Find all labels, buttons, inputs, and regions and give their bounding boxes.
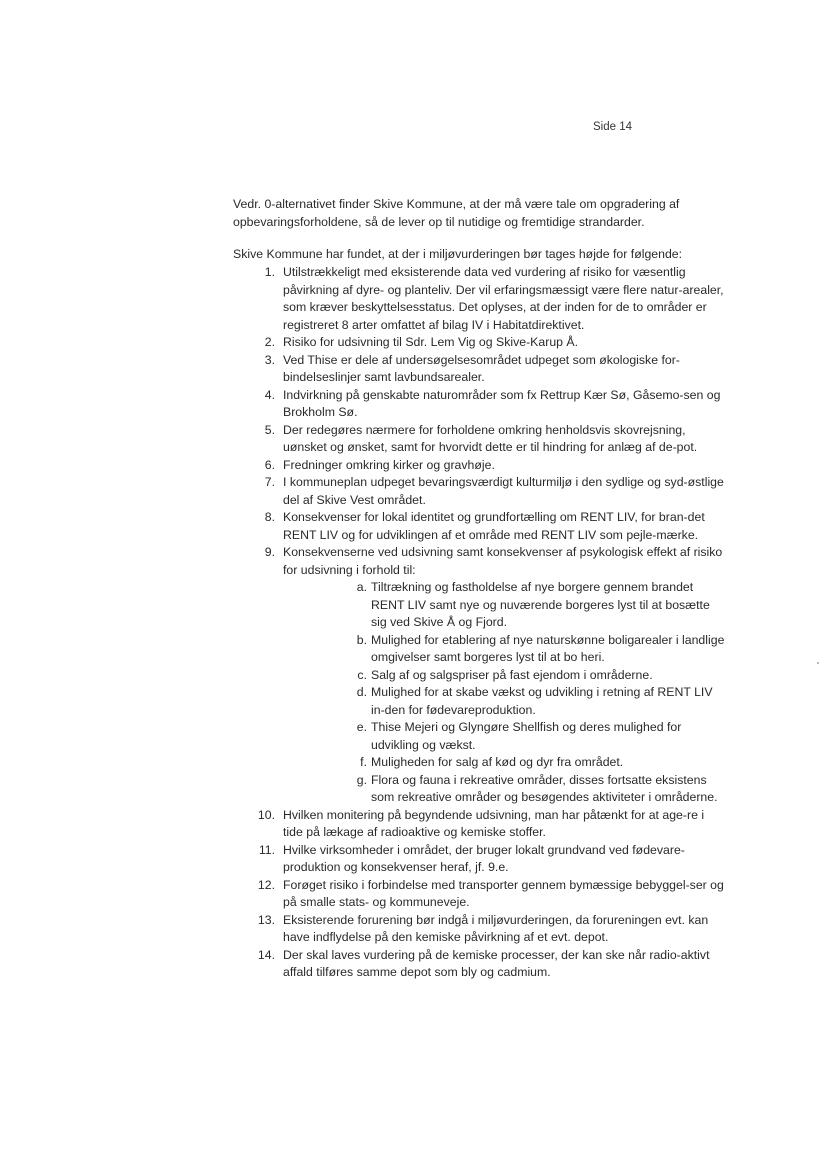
sub-item-letter: f.: [360, 755, 367, 769]
list-item-7: [233, 474, 725, 509]
sub-item-letter: b.: [356, 632, 367, 647]
item-number: 9.: [264, 545, 275, 559]
sub-item-letter: g.: [356, 772, 367, 787]
sub-item-text: Tiltrækning og fastholdelse af nye borgere gennem brandet RENT LIV samt nye og nuværende borgeres lyst til at bosætte sig ved Skive Å og Fjord.: [371, 580, 710, 629]
sub-item-f: [283, 754, 725, 772]
item-number: 11.: [258, 842, 275, 857]
sub-item-text: Thise Mejeri og Glyngøre Shellfish og deres mulighed for udvikling og vækst.: [371, 720, 682, 752]
list-item-6: [233, 457, 725, 475]
sub-item-text: Muligheden for salg af kød og dyr fra området.: [371, 755, 624, 769]
sub-item-letter: e.: [356, 720, 367, 734]
page-number: Side 14: [593, 121, 633, 133]
item-text: Der skal laves vurdering på de kemiske processer, der kan ske når radio-aktivt affald tilføres samme depot som bly og cadmium.: [283, 947, 710, 979]
sub-list: [283, 579, 725, 807]
item-number: 13.: [257, 912, 275, 927]
item-text: Eksisterende forurening bør indgå i miljøvurderingen, da forureningen evt. kan have indflydelse på den kemiske påvirkning af et evt. depot.: [283, 912, 709, 944]
list-item-5: [233, 422, 725, 457]
list-item-2: [233, 334, 725, 352]
item-number: 14.: [257, 947, 275, 962]
list-item-8: [233, 509, 725, 544]
paragraph-zero-alternative: Vedr. 0-alternativet finder Skive Kommune, at der må være tale om opgradering af opbevaringsforholdene, så de lever op til nutidige og fremtidige strandarder.: [233, 197, 680, 229]
sub-item-letter: c.: [357, 667, 367, 682]
item-number: 7.: [264, 475, 275, 489]
item-text: Utilstrækkeligt med eksisterende data ved vurdering af risiko for væsentlig påvirkning af dyre- og planteliv. Der vil erfaringsmæssigt være flere natur-arealer, som kræver beskyttelsesstatus. Det oplyses, at der inden for de to områder er registreret 8 arter omfattet af bilag IV i Habitatdirektivet.: [283, 265, 724, 332]
list-item-13: [233, 912, 725, 947]
sub-item-b: [283, 632, 725, 667]
sub-item-text: Mulighed for etablering af nye naturskønne boligarealer i landlige omgivelser samt borgeres lyst til at bo heri.: [371, 632, 725, 664]
list-item-1: [233, 264, 725, 334]
list-intro: Skive Kommune har fundet, at der i miljøvurderingen bør tages højde for følgende:: [233, 247, 683, 261]
sub-item-d: [283, 684, 725, 719]
sub-item-c: [283, 667, 725, 685]
item-number: 6.: [264, 457, 275, 472]
item-number: 4.: [264, 387, 275, 402]
list-item-12: [233, 877, 725, 912]
item-number: 2.: [264, 335, 275, 349]
sub-item-letter: a.: [356, 580, 367, 594]
item-number: 3.: [264, 352, 275, 367]
consideration-list: [233, 264, 725, 982]
list-item-9: [233, 544, 725, 807]
list-item-14: [233, 947, 725, 982]
sub-item-text: Mulighed for at skabe vækst og udvikling i retning af RENT LIV in-den for fødevareproduktion.: [371, 685, 713, 717]
item-text: Hvilke virksomheder i området, der bruger lokalt grundvand ved fødevare-produktion og konsekvenser heraf, jf. 9.e.: [283, 842, 685, 874]
item-text: Indvirkning på genskabte naturområder som fx Rettrup Kær Sø, Gåsemo-sen og Brokholm Sø.: [283, 387, 721, 419]
item-text: Hvilken monitering på begyndende udsivning, man har påtænkt for at age-re i tide på lækage af radioaktive og kemiske stoffer.: [283, 807, 705, 839]
sub-item-g: [283, 772, 725, 807]
item-text: Der redegøres nærmere for forholdene omkring henholdsvis skovrejsning, uønsket og ønsket, samt for hvorvidt dette er til hindring for anlæg af de-pot.: [283, 422, 698, 454]
sub-item-text: Flora og fauna i rekreative områder, disses fortsatte eksistens som rekreative områder og besøgendes aktiviteter i områderne.: [371, 772, 718, 804]
sub-item-letter: d.: [356, 685, 367, 699]
item-text: Risiko for udsivning til Sdr. Lem Vig og Skive-Karup Å.: [283, 335, 579, 349]
scan-speck: [817, 662, 819, 664]
item-text: I kommuneplan udpeget bevaringsværdigt kulturmiljø i den sydlige og syd-østlige del af Skive Vest området.: [283, 475, 724, 507]
item-text: Konsekvenser for lokal identitet og grundfortælling om RENT LIV, for bran-det RENT LIV og for udviklingen af et område med RENT LIV som pejle-mærke.: [283, 510, 705, 542]
item-number: 12.: [257, 877, 275, 892]
sub-item-a: [283, 579, 725, 632]
item-number: 1.: [264, 265, 275, 279]
item-text: Ved Thise er dele af undersøgelsesområdet udpeget som økologiske for-bindelseslinjer samt lavbundsarealer.: [283, 352, 680, 384]
item-text: Forøget risiko i forbindelse med transporter gennem bymæssige bebyggel-ser og på smalle stats- og kommuneveje.: [283, 877, 724, 909]
item-text: Konsekvenserne ved udsivning samt konsekvenser af psykologisk effekt af risiko for udsivning i forhold til:: [283, 545, 723, 577]
list-item-4: [233, 387, 725, 422]
item-number: 8.: [264, 510, 275, 524]
sub-item-text: Salg af og salgspriser på fast ejendom i områderne.: [371, 667, 653, 682]
item-text: Fredninger omkring kirker og gravhøje.: [283, 457, 495, 472]
list-item-10: [233, 807, 725, 842]
list-item-11: [233, 842, 725, 877]
list-item-3: [233, 352, 725, 387]
item-number: 5.: [264, 422, 275, 437]
sub-item-e: [283, 719, 725, 754]
item-number: 10.: [257, 807, 275, 822]
